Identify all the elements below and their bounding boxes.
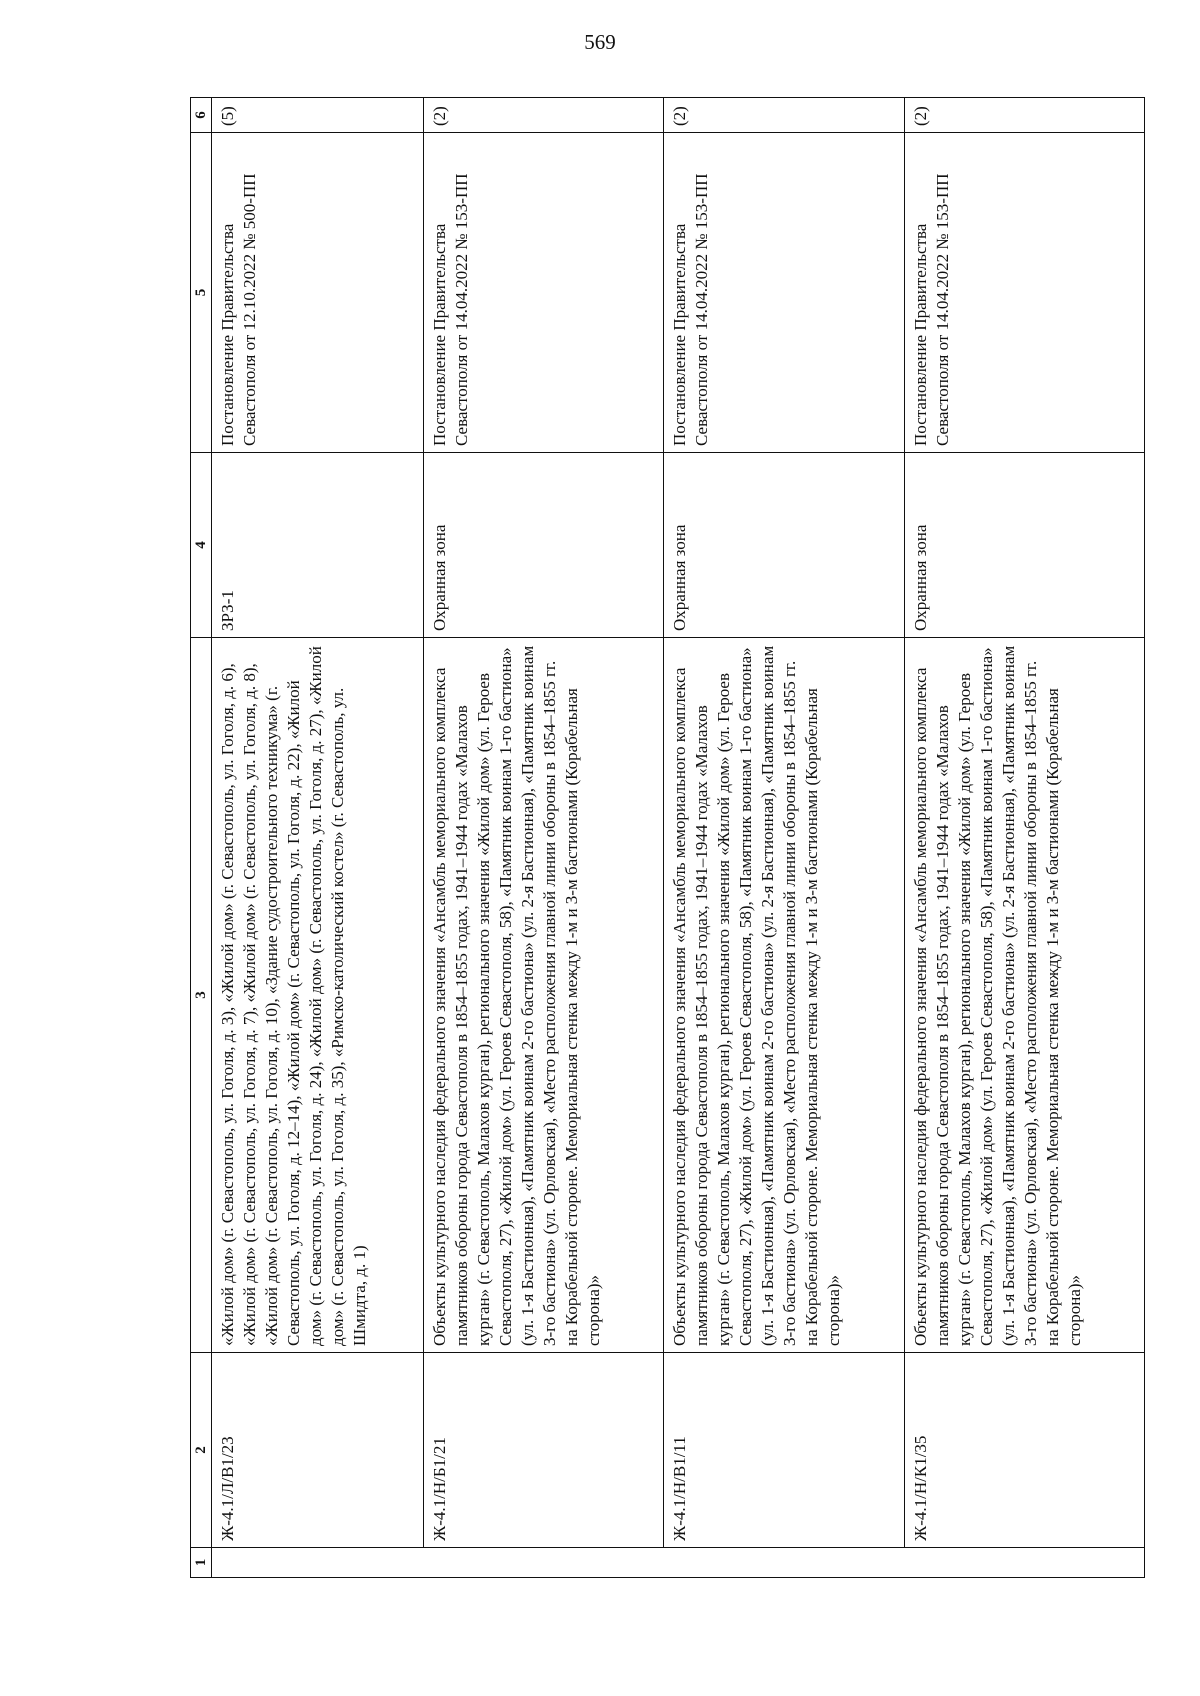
- cell-note: (2): [424, 98, 664, 133]
- cell-code: Ж-4.1/Н/Б1/21: [424, 1353, 664, 1548]
- cell-code: Ж-4.1/Н/В1/11: [664, 1353, 904, 1548]
- column-header-3: 3: [191, 638, 212, 1353]
- column-header-6: 6: [191, 98, 212, 133]
- cell-document: Постановление Правительства Севастополя от 14.04.2022 № 153-ПП: [904, 133, 1144, 453]
- cell-zone: Охранная зона: [424, 453, 664, 638]
- cell-note: (2): [904, 98, 1144, 133]
- cell-document: Постановление Правительства Севастополя от 14.04.2022 № 153-ПП: [664, 133, 904, 453]
- cell-zone: Охранная зона: [904, 453, 1144, 638]
- page-number: 569: [584, 30, 616, 54]
- table-row: [904, 98, 1144, 1578]
- cell-document: Постановление Правительства Севастополя от 12.10.2022 № 500-ПП: [212, 133, 424, 453]
- cell-note: (5): [212, 98, 424, 133]
- column-header-5: 5: [191, 133, 212, 453]
- column-header-1: 1: [191, 1548, 212, 1578]
- cell-zone: ЗРЗ-1: [212, 453, 424, 638]
- cell-document: Постановление Правительства Севастополя от 14.04.2022 № 153-ПП: [424, 133, 664, 453]
- cell-code: Ж-4.1/Л/В1/23: [212, 1353, 424, 1548]
- cell-description: «Жилой дом» (г. Севастополь, ул. Гоголя, д. 3), «Жилой дом» (г. Севастополь, ул. Гоголя, д. 6), «Жилой дом» (г. Севастополь, ул. Гоголя, д. 7), «Жилой дом» (г. Севастополь, ул. Гоголя, д. 8), «Жилой дом» (г. Севастополь, ул. Гоголя, д. 10), «Здание судостроительного техникума» (г. Севастополь, ул. Гоголя, д. 12–14), «Жилой дом» (г. Севастополь, ул. Гоголя, д. 22), «Жилой дом» (г. Севастополь, ул. Гоголя, д. 24), «Жилой дом» (г. Севастополь, ул. Гоголя, д. 27), «Жилой дом» (г. Севастополь, ул. Гоголя, д. 35), «Римско-католический костел» (г. Севастополь, ул. Шмидта, д. 1): [212, 638, 424, 1353]
- rotated-table-container: [190, 98, 1145, 1578]
- cell-description: Объекты культурного наследия федерального значения «Ансамбль мемориального комплекса памятников обороны города Севастополя в 1854–1855 годах, 1941–1944 годах «Малахов курган» (г. Севастополь, Малахов курган), регионального значения «Жилой дом» (ул. Героев Севастополя, 27), «Жилой дом» (ул. Героев Севастополя, 58), «Памятник воинам 1-го бастиона» (ул. 1-я Бастионная), «Памятник воинам 2-го бастиона» (ул. 2-я Бастионная), «Памятник воинам 3-го бастиона» (ул. Орловская), «Место расположения главной линии обороны в 1854–1855 гг. на Корабельной стороне. Мемориальная стенка между 1-м и 3-м бастионами (Корабельная сторона)»: [424, 638, 664, 1353]
- cell-description: Объекты культурного наследия федерального значения «Ансамбль мемориального комплекса памятников обороны города Севастополя в 1854–1855 годах, 1941–1944 годах «Малахов курган» (г. Севастополь, Малахов курган), регионального значения «Жилой дом» (ул. Героев Севастополя, 27), «Жилой дом» (ул. Героев Севастополя, 58), «Памятник воинам 1-го бастиона» (ул. 1-я Бастионная), «Памятник воинам 2-го бастиона» (ул. 2-я Бастионная), «Памятник воинам 3-го бастиона» (ул. Орловская), «Место расположения главной линии обороны в 1854–1855 гг. на Корабельной стороне. Мемориальная стенка между 1-м и 3-м бастионами (Корабельная сторона)»: [904, 638, 1144, 1353]
- cell-zone: Охранная зона: [664, 453, 904, 638]
- table-row: [424, 98, 664, 1578]
- column-header-4: 4: [191, 453, 212, 638]
- cell-col1-merged: [212, 1548, 1145, 1578]
- header-row: [191, 98, 212, 1578]
- column-header-2: 2: [191, 1353, 212, 1548]
- cell-note: (2): [664, 98, 904, 133]
- cell-description: Объекты культурного наследия федерального значения «Ансамбль мемориального комплекса памятников обороны города Севастополя в 1854–1855 годах, 1941–1944 годах «Малахов курган» (г. Севастополь, Малахов курган), регионального значения «Жилой дом» (ул. Героев Севастополя, 27), «Жилой дом» (ул. Героев Севастополя, 58), «Памятник воинам 1-го бастиона» (ул. 1-я Бастионная), «Памятник воинам 2-го бастиона» (ул. 2-я Бастионная), «Памятник воинам 3-го бастиона» (ул. Орловская), «Место расположения главной линии обороны в 1854–1855 гг. на Корабельной стороне. Мемориальная стенка между 1-м и 3-м бастионами (Корабельная сторона)»: [664, 638, 904, 1353]
- cell-code: Ж-4.1/Н/К1/35: [904, 1353, 1144, 1548]
- zones-table: [190, 97, 1145, 1578]
- table-row: [664, 98, 904, 1578]
- table-row: [212, 98, 424, 1578]
